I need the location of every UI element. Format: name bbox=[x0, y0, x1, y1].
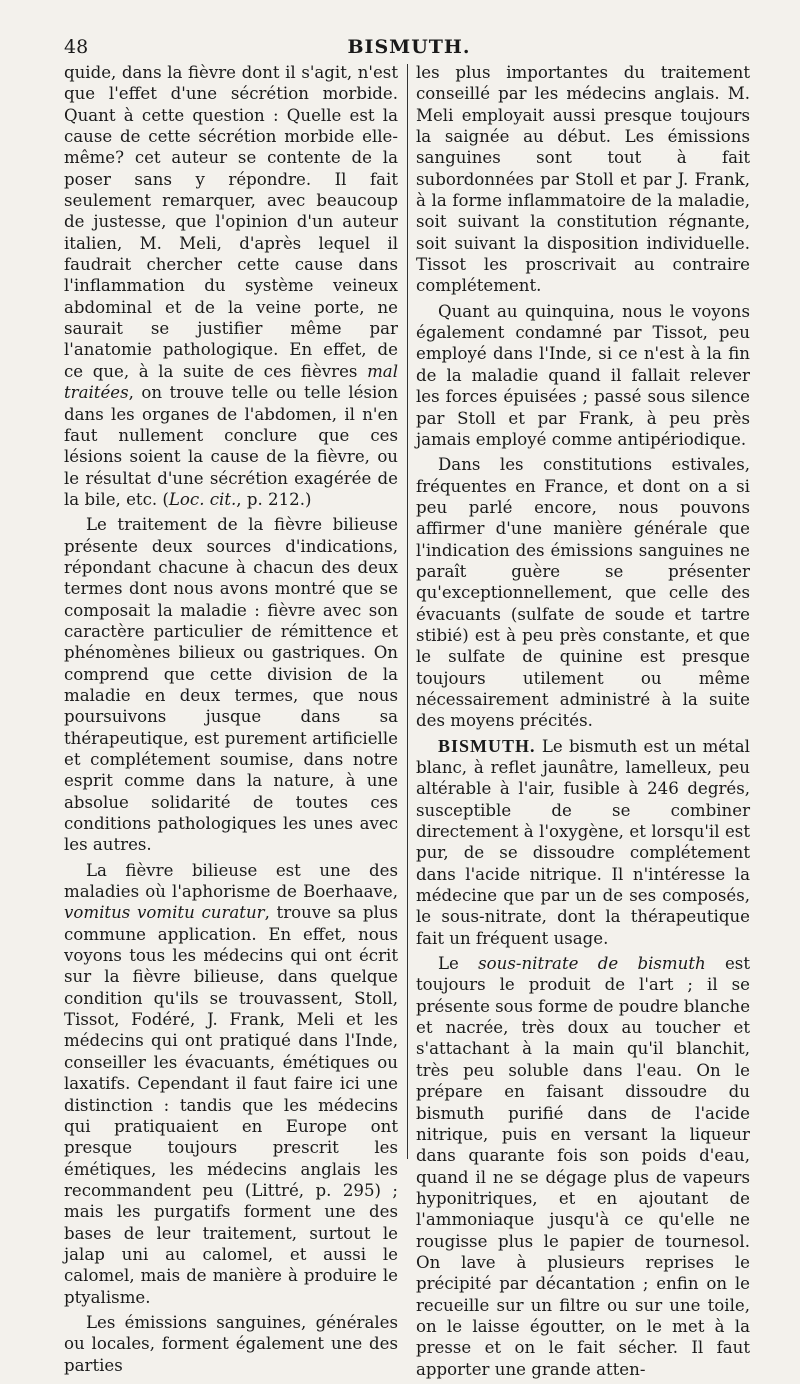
column-divider bbox=[407, 64, 408, 1159]
page-number: 48 bbox=[64, 36, 89, 58]
paragraph: les plus importantes du traitement conseillé par les médecins anglais. M. Meli employait aussi presque toujours la saignée au début. Les émissions sanguines sont tout à fait subordonnées par Stoll et par J. Frank, à la forme inflammatoire de la maladie, soit suivant la constitution régnante, soit suivant la disposition individuelle. Tissot les proscrivait au contraire complétement. bbox=[416, 63, 750, 296]
left-column bbox=[64, 62, 398, 1380]
paragraph: Les émissions sanguines, générales ou locales, forment également une des parties bbox=[64, 1312, 398, 1375]
running-title: BISMUTH. bbox=[347, 36, 471, 58]
entry-paragraph: BISMUTH. Le bismuth est un métal blanc, à reflet jaunâtre, lamelleux, peu altérable à l'air, fusible à 246 degrés, susceptible de se combiner directement à l'oxygène, et lorsqu'il est pur, de se dissoudre complétement dans l'acide nitrique. Il n'intéresse la médecine que par un de ses composés, le sous-nitrate, dont la thérapeutique fait un fréquent usage. bbox=[416, 735, 750, 948]
page-header bbox=[64, 28, 754, 58]
right-column bbox=[416, 62, 750, 1384]
paragraph: Le sous-nitrate de bismuth est toujours le produit de l'art ; il se présente sous forme de poudre blanche et nacrée, très doux au toucher et s'attachant à la main qu'il blanchit, très peu soluble dans l'eau. On le prépare en faisant dissoudre du bismuth purifié dans de l'acide nitrique, puis en versant la liqueur dans quarante fois son poids d'eau, quand il ne se dégage plus de vapeurs hyponitriques, et en ajoutant de l'ammoniaque jusqu'à ce qu'elle ne rougisse plus le papier de tournesol. On lave à plusieurs reprises le précipité par décantation ; enfin on le recueille sur un filtre ou sur une toile, on le laisse égoutter, on le met à la presse et on le fait sécher. Il faut apporter une grande atten- bbox=[416, 954, 751, 1379]
paragraph: Dans les constitutions estivales, fréquentes en France, et dont on a si peu parlé encore, nous pouvons affirmer d'une manière générale que l'indication des émissions sanguines ne paraît guère se présenter qu'exceptionnellement, que celle des évacuants (sulfate de soude et tartre stibié) est à peu près constante, et que le sulfate de quinine est presque toujours utilement ou même nécessairement administré à la suite des moyens précités. bbox=[416, 455, 750, 731]
paragraph: Quant au quinquina, nous le voyons également condamné par Tissot, peu employé dans l'Inde, si ce n'est à la fin de la maladie quand il fallait relever les forces épuisées ; passé sous silence par Stoll et par Frank, à peu près jamais employé comme antipériodique. bbox=[416, 301, 750, 449]
entry-heading: BISMUTH. bbox=[438, 735, 536, 756]
paragraph: La fièvre bilieuse est une des maladies où l'aphorisme de Boerhaave, vomitus vomitu curatur, trouve sa plus commune application. En effet, nous voyons tous les médecins qui ont écrit sur la fièvre bilieuse, dans quelque condition qu'ils se trouvassent, Stoll, Tissot, Fodéré, J. Frank, Meli et les médecins qui ont pratiqué dans l'Inde, conseiller les évacuants, émétiques ou laxatifs. Cependant il faut faire ici une distinction : tandis que les médecins qui pratiquaient en Europe ont presque toujours prescrit les émétiques, les médecins anglais les recommandent peu (Littré, p. 295) ; mais les purgatifs forment une des bases de leur traitement, surtout le jalap uni au calomel, et aussi le calomel, mais de manière à produire le ptyalisme. bbox=[64, 860, 398, 1307]
paragraph: quide, dans la fièvre dont il s'agit, n'est que l'effet d'une sécrétion morbide. Quant à cette question : Quelle est la cause de cette sécrétion morbide elle-même? cet auteur se contente de la poser sans y répondre. Il fait seulement remarquer, avec beaucoup de justesse, que l'opinion d'un auteur italien, M. Meli, d'après lequel il faudrait chercher cette cause dans l'inflammation du système veineux abdominal et de la veine porte, ne saurait se justifier même par l'anatomie pathologique. En effet, de ce que, à la suite de ces fièvres mal traitées, on trouve telle ou telle lésion dans les organes de l'abdomen, il n'en faut nullement conclure que ces lésions soient la cause de la fièvre, ou le résultat d'une sécrétion exagérée de la bile, etc. (Loc. cit., p. 212.) bbox=[64, 63, 398, 509]
paragraph: Le traitement de la fièvre bilieuse présente deux sources d'indications, répondant chacune à chacun des deux termes dont nous avons montré que se composait la maladie : fièvre avec son caractère particulier de rémittence et phénomènes bilieux ou gastriques. On comprend que cette division de la maladie en deux termes, que nous poursuivons jusque dans sa thérapeutique, est purement artificielle et complétement soumise, dans notre esprit comme dans la nature, à une absolue solidarité de toutes ces conditions pathologiques les unes avec les autres. bbox=[64, 515, 398, 855]
